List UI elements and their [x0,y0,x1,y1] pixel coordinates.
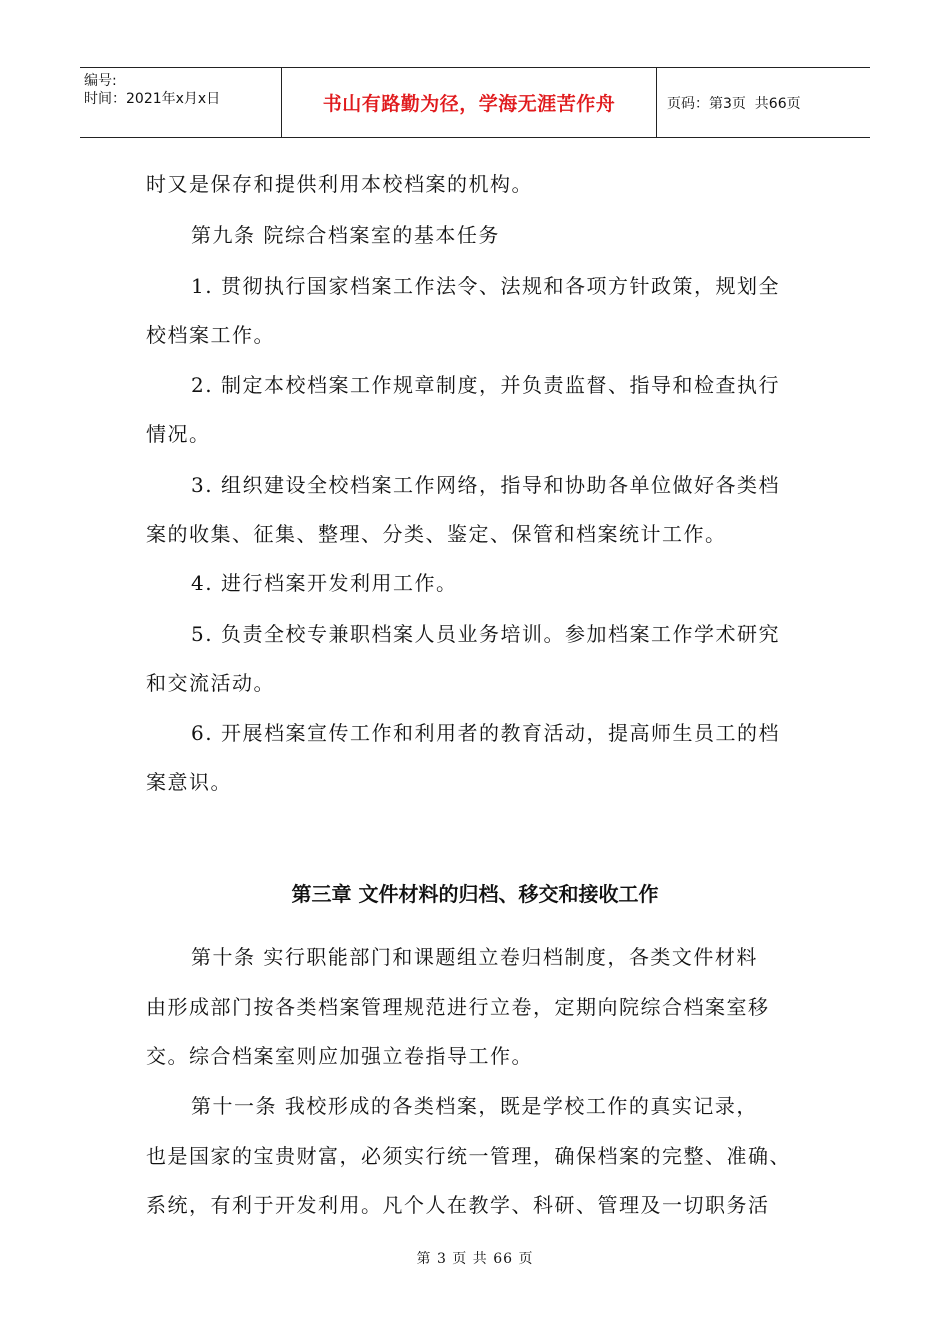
paragraph-line: 交。综合档案室则应加强立卷指导工作。 [146,1044,533,1068]
header-meta-cell [80,68,282,137]
page-footer: 第 3 页 共 66 页 [416,1251,534,1267]
document-time-label: 时间：2021年x月x日 [84,91,221,107]
header-motto: 书山有路勤为径，学海无涯苦作舟 [282,68,657,137]
list-item: 4. 进行档案开发利用工作。 [191,571,458,595]
article-heading: 第九条 院综合档案室的基本任务 [191,223,500,247]
article-paragraph: 第十一条 我校形成的各类档案，既是学校工作的真实记录， [191,1094,758,1118]
paragraph-line: 由形成部门按各类档案管理规范进行立卷，定期向院综合档案室移 [146,995,770,1019]
list-item: 5. 负责全校专兼职档案人员业务培训。参加档案工作学术研究 [191,622,780,646]
paragraph-line: 也是国家的宝贵财富，必须实行统一管理，确保档案的完整、准确、 [146,1144,791,1168]
list-item-continuation: 案的收集、征集、整理、分类、鉴定、保管和档案统计工作。 [146,522,727,546]
list-item-continuation: 情况。 [146,422,211,446]
document-header [80,67,870,138]
list-item: 6. 开展档案宣传工作和利用者的教育活动，提高师生员工的档 [191,721,780,745]
list-item: 3. 组织建设全校档案工作网络，指导和协助各单位做好各类档 [191,473,780,497]
paragraph-line: 时又是保存和提供利用本校档案的机构。 [146,172,533,196]
list-item-continuation: 校档案工作。 [146,323,275,347]
document-number-label: 编号: [84,73,117,89]
list-item-continuation: 案意识。 [146,770,232,794]
article-paragraph: 第十条 实行职能部门和课题组立卷归档制度，各类文件材料 [191,945,758,969]
list-item: 2. 制定本校档案工作规章制度，并负责监督、指导和检查执行 [191,373,780,397]
paragraph-line: 系统，有利于开发利用。凡个人在教学、科研、管理及一切职务活 [146,1193,770,1217]
header-page-info-cell [657,68,870,137]
list-item-continuation: 和交流活动。 [146,671,275,695]
chapter-title: 第三章 文件材料的归档、移交和接收工作 [291,882,659,906]
header-page-info: 页码：第3页 共66页 [667,95,801,112]
list-item: 1. 贯彻执行国家档案工作法令、法规和各项方针政策，规划全 [191,274,780,298]
